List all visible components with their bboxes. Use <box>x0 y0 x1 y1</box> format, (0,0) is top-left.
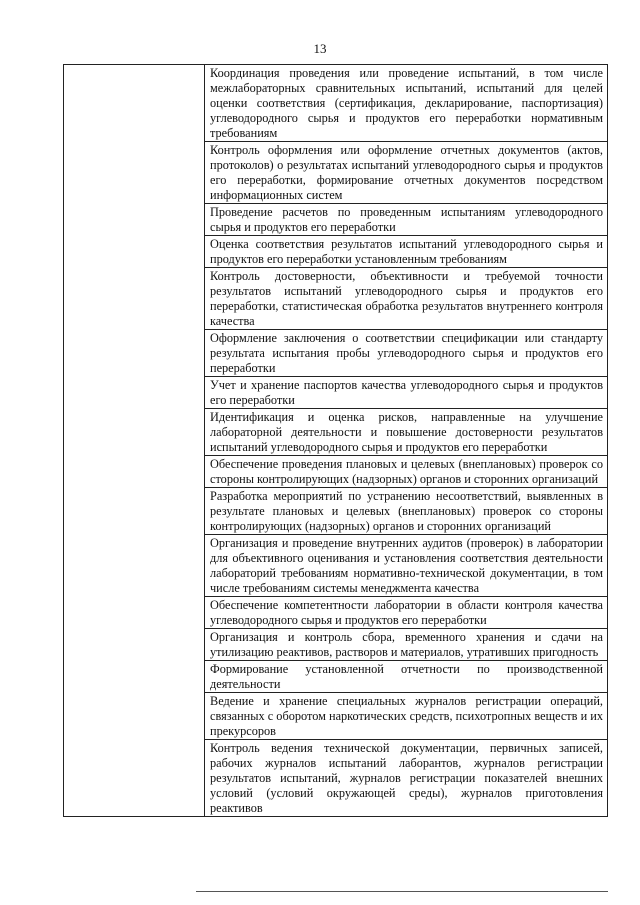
table-cell: Учет и хранение паспортов качества углеводородного сырья и продуктов его переработки <box>205 377 608 409</box>
table-cell: Контроль ведения технической документации, первичных записей, рабочих журналов испытаний лаборантов, журналов регистрации результатов испытаний, журналов регистрации показателей внешних условий (условий окружающей среды), журналов приготовления реактивов <box>205 740 608 817</box>
labor-functions-table <box>63 64 608 817</box>
table-cell: Обеспечение проведения плановых и целевых (внеплановых) проверок со стороны контролирующих (надзорных) органов и сторонних организаций <box>205 456 608 488</box>
table-cell: Координация проведения или проведение испытаний, в том числе межлабораторных сравнительных испытаний, испытаний для целей оценки соответствия (сертификация, декларирование, паспортизация) углеводородного сырья и продуктов его переработки нормативным требованиям <box>205 65 608 142</box>
table-cell: Оценка соответствия результатов испытаний углеводородного сырья и продуктов его переработки установленным требованиям <box>205 236 608 268</box>
table-cell: Проведение расчетов по проведенным испытаниям углеводородного сырья и продуктов его переработки <box>205 204 608 236</box>
table-cell: Ведение и хранение специальных журналов регистрации операций, связанных с оборотом наркотических средств, психотропных веществ и их прекурсоров <box>205 693 608 740</box>
table-cell: Разработка мероприятий по устранению несоответствий, выявленных в результате плановых и целевых (внеплановых) проверок со стороны контролирующих (надзорных) органов и сторонних организаций <box>205 488 608 535</box>
table-cell: Оформление заключения о соответствии спецификации или стандарту результата испытания пробы углеводородного сырья и продуктов его переработки <box>205 330 608 377</box>
table-cell: Обеспечение компетентности лаборатории в области контроля качества углеводородного сырья и продуктов его переработки <box>205 597 608 629</box>
page-number: 13 <box>313 41 327 56</box>
table-cell: Организация и контроль сбора, временного хранения и сдачи на утилизацию реактивов, растворов и материалов, утративших пригодность <box>205 629 608 661</box>
table-cell: Идентификация и оценка рисков, направленные на улучшение лабораторной деятельности и повышение достоверности результатов испытаний углеводородного сырья и продуктов его переработки <box>205 409 608 456</box>
table-cell: Организация и проведение внутренних аудитов (проверок) в лаборатории для объективного оценивания и установления соответствия деятельности лабораторий требованиям нормативно-технической документации, в том числе требованиям системы менеджмента качества <box>205 535 608 597</box>
table-cell: Контроль оформления или оформление отчетных документов (актов, протоколов) о результатах испытаний углеводородного сырья и продуктов его переработки, формирование отчетных документов посредством информационных систем <box>205 142 608 204</box>
table-left-column <box>64 65 205 817</box>
table-row <box>64 65 608 142</box>
bottom-divider <box>196 891 608 892</box>
table-cell: Контроль достоверности, объективности и требуемой точности результатов испытаний углеводородного сырья и продуктов его переработки, статистическая обработка результатов внутреннего контроля качества <box>205 268 608 330</box>
table-cell: Формирование установленной отчетности по производственной деятельности <box>205 661 608 693</box>
